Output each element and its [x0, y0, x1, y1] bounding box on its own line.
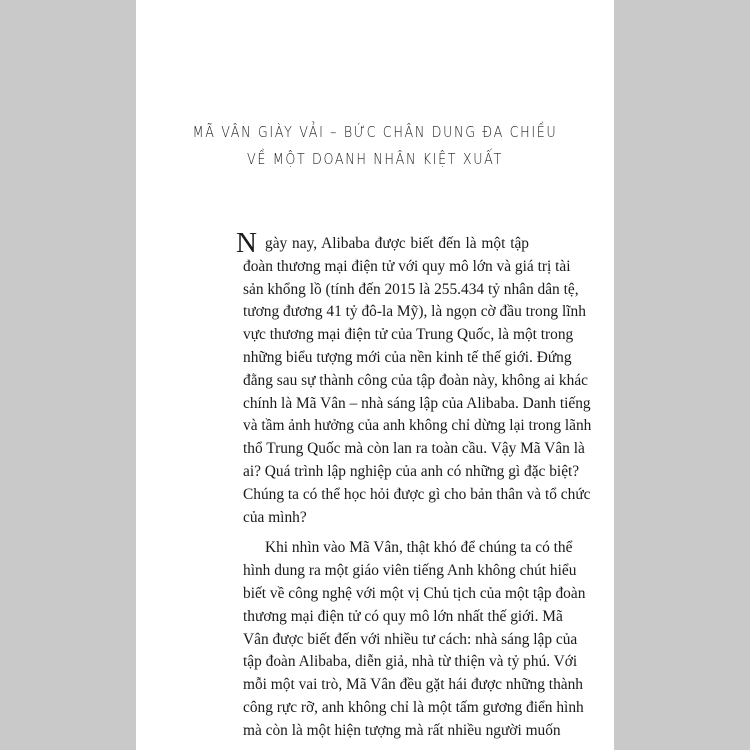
- chapter-title-line-2: VỀ MỘT DOANH NHÂN KIỆT XUẤT: [247, 150, 503, 168]
- text-line: Vân được biết đến với nhiều tư cách: nhà sáng lập của: [243, 630, 578, 648]
- text-line: thổ Trung Quốc mà còn lan ra toàn cầu. Vậy Mã Vân là: [243, 440, 585, 458]
- text-line: và tầm ảnh hưởng của anh không chỉ dừng lại trong lãnh: [243, 417, 592, 435]
- text-line: Chúng ta có thể học hỏi được gì cho bản thân và tổ chức: [243, 485, 591, 503]
- text-line: hình dung ra một giáo viên tiếng Anh không chút hiểu: [243, 562, 577, 580]
- text-line: biết về công nghệ với một vị Chủ tịch của một tập đoàn: [243, 584, 586, 602]
- text-line: tập đoàn Alibaba, diễn giả, nhà từ thiện và tỷ phú. Với: [243, 653, 578, 671]
- text-line: mà còn là một hiện tượng mà rất nhiều người muốn: [243, 721, 561, 739]
- text-line: tương đương 41 tỷ đô-la Mỹ), là ngọn cờ đầu trong lĩnh: [243, 303, 586, 321]
- text-line: vực thương mại điện tử của Trung Quốc, là một trong: [243, 326, 574, 344]
- text-line: Khi nhìn vào Mã Vân, thật khó để chúng ta có thể: [265, 539, 573, 557]
- text-line: thương mại điện tử có quy mô lớn nhất thế giới. Mã: [243, 607, 563, 625]
- text-line: ai? Quá trình lập nghiệp của anh có những gì đặc biệt?: [243, 462, 580, 480]
- text-line: gày nay, Alibaba được biết đến là một tập: [265, 235, 529, 252]
- text-line: sản khổng lồ (tính đến 2015 là 255.434 tỷ nhân dân tệ,: [243, 280, 579, 298]
- body-text: [236, 227, 592, 743]
- paragraph-gap: [243, 529, 529, 537]
- chapter-title-line-1: MÃ VÂN GIÀY VẢI – BỨC CHÂN DUNG ĐA CHIỀU: [192, 123, 558, 141]
- text-line: chính là Mã Vân – nhà sáng lập của Alibaba. Danh tiếng: [243, 394, 591, 412]
- text-line: đoàn thương mại điện tử với quy mô lớn và giá trị tài: [243, 257, 571, 275]
- text-line: của mình?: [243, 508, 307, 526]
- text-line: mỗi một vai trò, Mã Vân đều gặt hái được những thành: [243, 676, 583, 694]
- text-line: công rực rỡ, anh không chỉ là một tấm gương điển hình: [243, 698, 584, 716]
- text-line: những biểu tượng mới của nền kinh tế thế giới. Đứng: [243, 348, 572, 366]
- drop-cap: N: [236, 227, 257, 259]
- text-line: đằng sau sự thành công của tập đoàn này, không ai khác: [243, 371, 588, 389]
- paragraph-2: [243, 537, 586, 742]
- paragraph-1: [236, 227, 592, 529]
- chapter-title: [179, 119, 571, 173]
- book-page: [136, 0, 614, 750]
